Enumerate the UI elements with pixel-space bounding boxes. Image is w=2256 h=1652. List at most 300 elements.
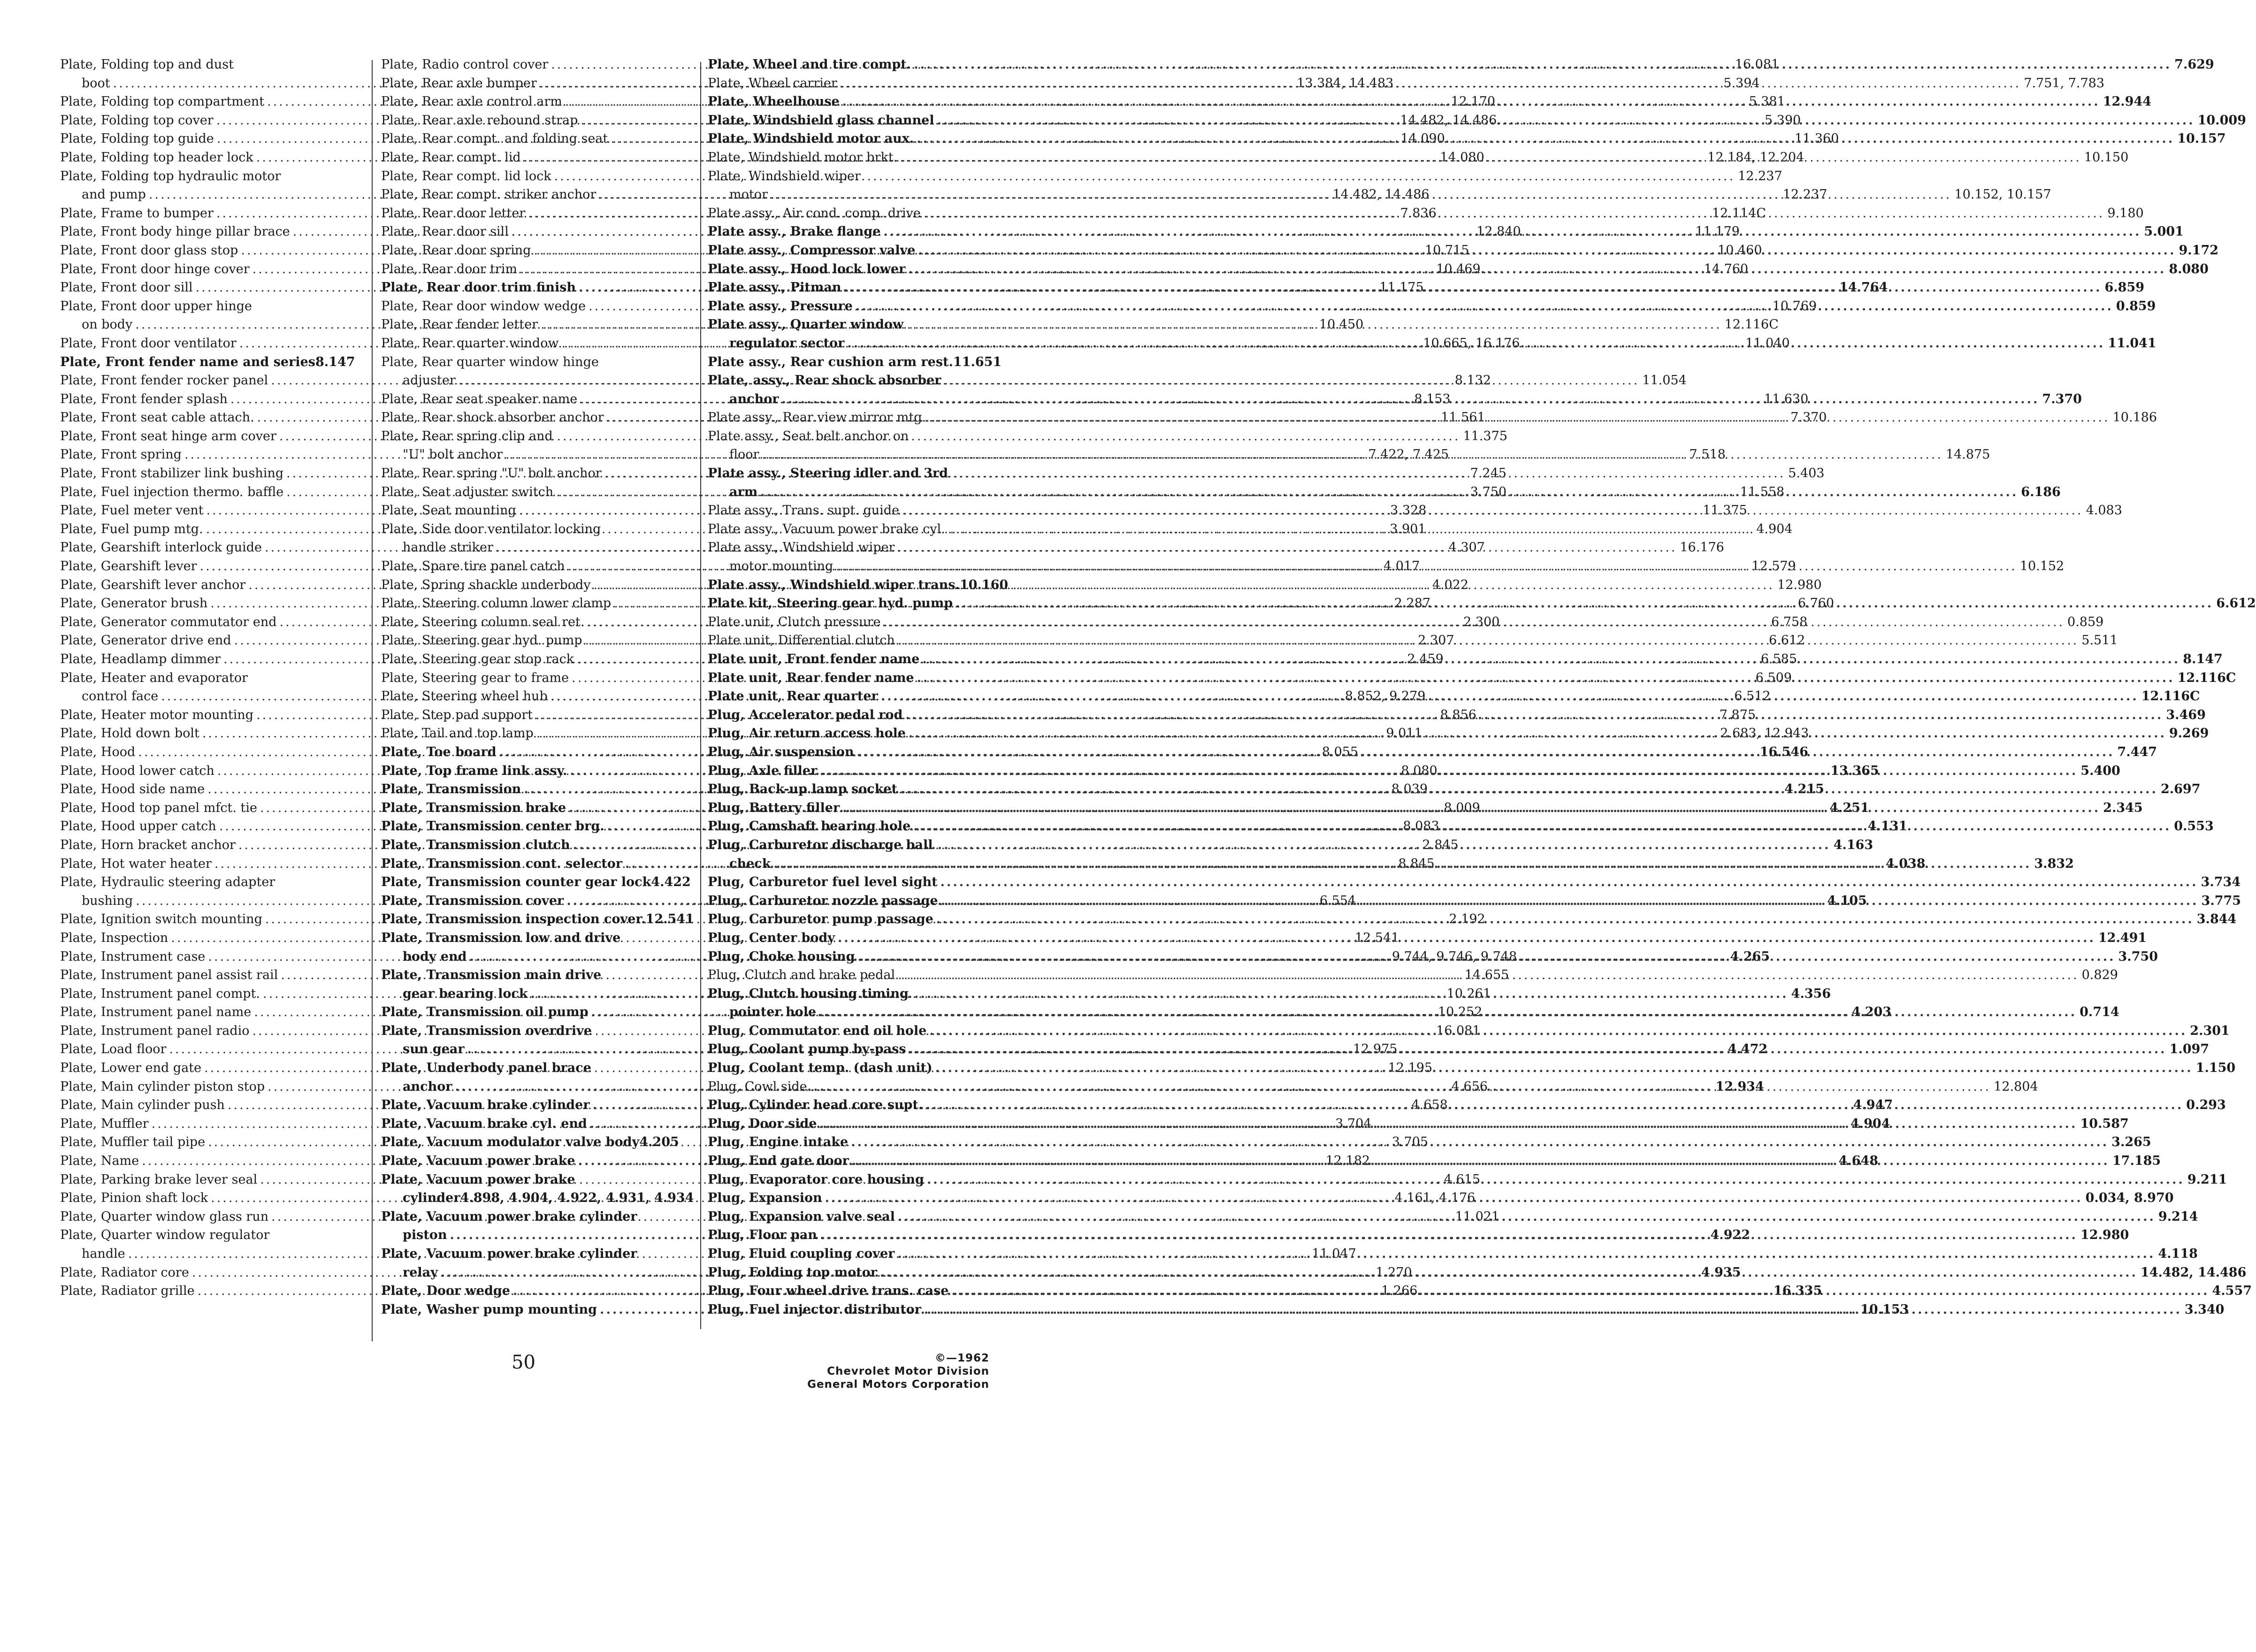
entry-text: relay: [403, 1265, 438, 1280]
index-entry: [708, 353, 1013, 372]
entry-text: Plate, Wheel and tire compt.: [708, 57, 911, 72]
dot-leader: [836, 557, 2017, 576]
index-entry: [708, 873, 2241, 892]
page-reference: 12.237: [1738, 168, 1782, 184]
dot-leader: [941, 873, 2198, 892]
page-reference: 2.301: [2190, 1023, 2230, 1038]
entry-text: Plug, Expansion: [708, 1191, 822, 1206]
dot-leader: [898, 966, 2079, 985]
entry-text: Plate, Wheelhouse: [708, 94, 840, 109]
entry-text: Plate unit, Rear fender name: [708, 670, 914, 685]
page-reference: 0.034, 8.970: [2085, 1191, 2174, 1206]
dot-leader: [819, 1115, 2077, 1133]
entry-text: Plate, Transmission center brg.: [381, 819, 604, 834]
page-reference: 8.080: [1401, 763, 1438, 778]
entry-text: Plate, Windshield wiper: [708, 168, 861, 184]
dot-leader: [847, 334, 2105, 353]
entry-text: Plate, Steering wheel hub: [381, 689, 548, 704]
page-reference: 5.394: [1723, 76, 1760, 91]
page-reference: 7.836: [1400, 206, 1437, 221]
entry-text: Plug, Coolant pump by-pass: [708, 1042, 906, 1057]
page-reference: 17.185: [2112, 1154, 2161, 1169]
index-entry: [381, 1170, 694, 1208]
entry-text: Plate, Vacuum power brake cylinder: [381, 1209, 637, 1224]
dot-leader: [908, 260, 2166, 279]
page-reference: 11.360: [1794, 131, 1839, 146]
entry-text: piston: [403, 1228, 447, 1243]
page-reference: 8.845: [1398, 856, 1435, 871]
dot-leader: [956, 594, 2213, 613]
entry-text: Plate, Rear fender letter: [381, 317, 538, 332]
page-reference: 12.934: [1715, 1079, 1764, 1094]
entry-text: Plate, Folding top compartment: [60, 94, 265, 109]
entry-text: Plate assy., Vacuum power brake cyl.: [708, 521, 945, 536]
page-reference: 16.176: [1680, 540, 1724, 555]
dot-leader: [884, 613, 2065, 632]
page-reference: 10.152: [2019, 559, 2065, 574]
entry-text: Plate, Transmission main drive: [381, 968, 602, 983]
page-reference: 4.898, 4.904, 4.922, 4.931, 4.934: [460, 1191, 694, 1206]
entry-text: Plate, Hold down bolt: [60, 726, 199, 741]
entry-text: Plate, Transmission overdrive: [381, 1023, 592, 1038]
page-reference: 4.904: [1756, 521, 1793, 536]
entry-text: Plate, Rear door trim finish: [381, 280, 576, 295]
page-reference: 14.080: [1440, 150, 1484, 165]
page-reference: 9.011: [1386, 726, 1422, 741]
page-reference: 4.922: [1710, 1228, 1750, 1243]
page-reference: 1.097: [2169, 1042, 2210, 1057]
page-reference: 10.153: [1860, 1302, 1909, 1317]
page-reference: 2.192: [1449, 912, 1485, 927]
entry-text: Plate, Tail and top lamp: [381, 726, 534, 741]
entry-text: Plate, Heater and evaporator: [60, 670, 248, 685]
entry-text: Plug, Evaporator core housing: [708, 1172, 924, 1187]
entry-text: Plate, Front fender splash: [60, 391, 228, 406]
entry-text: Plate kit, Steering gear hyd. pump: [708, 596, 953, 611]
entry-text: Plate, Underbody panel brace: [381, 1061, 591, 1076]
dot-leader: [858, 948, 2116, 966]
entry-text: pointer hole: [729, 1005, 817, 1020]
page-reference: 3.844: [2196, 912, 2237, 927]
page-reference: 9.214: [2158, 1209, 2198, 1224]
entry-text: Plug, Accelerator pedal rod: [708, 707, 903, 722]
entry-text: Plate, Gearshift lever anchor: [60, 577, 246, 592]
dot-leader: [844, 278, 2102, 297]
page-reference: 12.804: [1994, 1079, 2038, 1094]
entry-text: Plate assy., Quarter window: [708, 317, 904, 332]
entry-text: Plate, Rear quarter window: [381, 336, 559, 351]
page-reference: 4.656: [1451, 1079, 1488, 1094]
page-reference: 4.215: [1784, 782, 1824, 797]
dot-leader: [838, 929, 2095, 948]
entry-text: handle: [82, 1247, 125, 1261]
page-reference: 4.131: [1867, 819, 1908, 834]
page-reference: 3.704: [1335, 1116, 1372, 1131]
page-reference: 2.300: [1463, 614, 1500, 629]
page-reference: 6.612: [2216, 596, 2256, 611]
dot-leader: [852, 1152, 2110, 1170]
entry-text: Plate, Instrument panel assist rail: [60, 968, 278, 983]
page-reference: 12.541: [645, 912, 694, 927]
page-reference: 4.615: [1444, 1172, 1481, 1187]
entry-text: Plate assy., Pitman: [708, 280, 841, 295]
page-reference: 12.579: [1751, 559, 1796, 574]
entry-text: Plate assy., Rear view mirror mtg.: [708, 410, 926, 425]
entry-text: bushing: [82, 893, 133, 908]
page-reference: 6.186: [2021, 484, 2061, 499]
index-entry: [381, 1133, 686, 1152]
page-reference: 4.251: [1829, 800, 1869, 815]
page-reference: 5.001: [2144, 224, 2184, 239]
page-reference: 14.760: [1704, 261, 1749, 276]
page-reference: 4.203: [1851, 1005, 1892, 1020]
entry-text: Plate, Transmission oil pump: [381, 1005, 589, 1020]
page-reference: 1.270: [1376, 1265, 1412, 1280]
page-reference: 12.184, 12.204: [1707, 150, 1805, 165]
page-reference: 8.055: [1322, 744, 1359, 759]
entry-text: Plug, Camshaft bearing hole: [708, 819, 911, 834]
page-reference: 3.328: [1390, 503, 1427, 518]
dot-leader: [924, 1300, 2182, 1319]
page-reference: 0.714: [2080, 1005, 2119, 1020]
page-reference: 2.345: [2103, 800, 2143, 815]
entry-text: Plate, Vacuum modulator valve body: [381, 1135, 640, 1150]
entry-text: on body: [82, 317, 133, 332]
dot-leader: [842, 799, 2100, 818]
page-reference: 4.022: [1432, 577, 1469, 592]
entry-text: Plate assy., Brake flange: [708, 224, 881, 239]
page-reference: 6.512: [1734, 689, 1771, 704]
entry-text: Plug, Fuel injector distributor: [708, 1302, 921, 1317]
entry-text: Plate, Generator commutator end: [60, 614, 277, 629]
entry-text: sun gear: [403, 1042, 465, 1057]
page-reference: 3.734: [2201, 875, 2241, 890]
entry-text: Plate assy., Hood lock lower: [708, 261, 906, 276]
dot-leader: [820, 762, 2078, 780]
entry-text: Plate, Instrument panel name: [60, 1005, 252, 1020]
entry-text: Plug, Cowl side: [708, 1079, 807, 1094]
entry-text: Plate, Steering gear stop rack: [381, 652, 574, 666]
entry-text: Plate assy., Rear cushion arm rest.: [708, 354, 953, 369]
entry-text: Plate, Pinion shaft lock: [60, 1191, 208, 1206]
entry-text: Plug, Clutch and brake pedal: [708, 968, 895, 983]
entry-text: Plate, Steering column lower clamp: [381, 596, 612, 611]
entry-text: Plate, Rear axle rebound strap: [381, 113, 578, 128]
entry-text: Plate, Horn bracket anchor: [60, 837, 236, 852]
page-reference: 3.469: [2166, 707, 2206, 722]
entry-text: Plate, Hood: [60, 744, 136, 759]
page-reference: 14.875: [1945, 447, 1990, 462]
page-reference: 4.105: [1827, 893, 1867, 908]
entry-text: Plate, Transmission counter gear lock: [381, 875, 651, 890]
entry-text: Plate, Step pad support: [381, 707, 533, 722]
dot-leader: [840, 74, 2021, 93]
page-reference: 5.511: [2081, 633, 2118, 648]
entry-text: Plate, Radio control cover: [381, 57, 549, 72]
entry-text: Plate, Wheel carrier: [708, 76, 837, 91]
entry-text: Plate, Muffler tail pipe: [60, 1135, 206, 1150]
entry-text: Plate, Rear door window wedge: [381, 298, 586, 314]
page-reference: 14.482, 14.486: [2140, 1265, 2247, 1280]
entry-text: Plate, assy., Rear shock absorber: [708, 373, 941, 388]
page-reference: 8.080: [2169, 261, 2209, 276]
page-number: 50: [512, 1352, 535, 1373]
entry-text: regulator sector: [729, 336, 845, 351]
entry-text: Plug, Axle filler: [708, 763, 818, 778]
page-reference: 14.482, 14.486: [1400, 113, 1497, 128]
entry-text: Plate, Folding top cover: [60, 113, 214, 128]
dot-leader: [935, 1059, 2193, 1078]
dot-leader: [917, 669, 2175, 688]
page-reference: 2.845: [1422, 837, 1459, 852]
page-reference: 2.307: [1418, 633, 1454, 648]
page-reference: 3.265: [2111, 1135, 2151, 1150]
page-reference: 12.116C: [2177, 670, 2236, 685]
entry-text: Plate, Fuel pump mtg.: [60, 521, 203, 536]
dot-leader: [909, 724, 2166, 743]
page-reference: 16.081: [1436, 1023, 1481, 1038]
entry-text: motor mounting: [729, 559, 834, 574]
page-reference: 13.384, 14.483: [1297, 76, 1394, 91]
page-reference: 9.172: [2179, 243, 2219, 258]
dot-leader: [781, 390, 2039, 409]
entry-text: Plate, Instrument panel radio: [60, 1023, 250, 1038]
entry-text: Plug, Cylinder head core supt.: [708, 1098, 923, 1113]
entry-text: Plate, Fuel injection thermo. baffle: [60, 484, 284, 499]
page-reference: 0.829: [2081, 968, 2118, 983]
entry-text: Plate assy., Trans. supt. guide: [708, 503, 900, 518]
page-reference: 1.150: [2195, 1061, 2236, 1076]
page-reference: 2.459: [1407, 652, 1444, 666]
page-reference: 8.132: [1454, 373, 1491, 388]
dot-leader: [881, 687, 2139, 706]
entry-text: Plug, Center body: [708, 930, 835, 945]
dot-leader: [948, 520, 1754, 539]
page-reference: 12.980: [2080, 1228, 2129, 1243]
page-reference: 5.381: [1749, 94, 1785, 109]
entry-text: Plate, Folding top guide: [60, 131, 214, 146]
entry-text: Plate, Rear door letter: [381, 206, 526, 221]
entry-text: Plate, Generator drive end: [60, 633, 231, 648]
page-reference: 10.715: [1424, 243, 1469, 258]
entry-text: Plug, Carburetor pump passage: [708, 912, 933, 927]
entry-text: Plate, Rear spring "U" bolt anchor: [381, 466, 602, 481]
dot-leader: [918, 241, 2176, 260]
page-reference: 4.205: [639, 1135, 679, 1150]
page-reference: 11.375: [1463, 428, 1507, 444]
entry-text: Plate, Hood side name: [60, 782, 205, 797]
page-reference: 4.658: [1411, 1098, 1448, 1113]
page-reference: 11.375: [1703, 503, 1747, 518]
page-reference: 8.153: [1414, 391, 1451, 406]
page-reference: 8.852, 9.279: [1345, 689, 1426, 704]
page-reference: 4.422: [651, 875, 691, 890]
page-reference: 8.039: [1391, 782, 1428, 797]
publisher-footer: [807, 1352, 989, 1391]
entry-text: Plate, Fuel meter vent: [60, 503, 204, 518]
entry-text: control face: [82, 689, 159, 704]
page-reference: 12.114C: [1712, 206, 1766, 221]
entry-text: Plug, Carburetor fuel level sight: [708, 875, 938, 890]
dot-leader: [842, 92, 2100, 111]
page-reference: 4.307: [1448, 540, 1485, 555]
page-reference: 8.147: [315, 354, 355, 369]
page-reference: 2.287: [1394, 596, 1431, 611]
dot-leader: [925, 1096, 2183, 1115]
entry-text: Plate, Folding top and dust: [60, 57, 234, 72]
entry-text: Plate unit, Front fender name: [708, 652, 920, 666]
copyright-notice: ©—1962: [934, 1352, 989, 1364]
page-reference: 10.152, 10.157: [1954, 187, 2051, 202]
entry-text: Plate, Frame to bumper: [60, 206, 214, 221]
entry-text: Plate, Transmission cont. selector: [381, 856, 623, 871]
entry-text: Plate, Headlamp dimmer: [60, 652, 221, 666]
division-name: Chevrolet Motor Division: [827, 1365, 989, 1377]
entry-text: boot: [82, 76, 110, 91]
page-reference: 8.009: [1444, 800, 1480, 815]
page-reference: 0.859: [2116, 298, 2156, 314]
page-reference: 11.040: [1745, 336, 1790, 351]
entry-text: Plate, Ignition switch mounting: [60, 912, 262, 927]
entry-text: Plate, Inspection: [60, 930, 168, 945]
entry-text: Plate, Main cylinder piston stop: [60, 1079, 265, 1094]
dot-leader: [820, 1226, 2078, 1245]
entry-text: Plate unit, Clutch pressure: [708, 614, 881, 629]
page-reference: 11.651: [953, 354, 1002, 369]
entry-text: Plug, Back-up lamp socket: [708, 782, 897, 797]
entry-text: Plug, Clutch housing timing: [708, 986, 909, 1001]
dot-leader: [819, 1003, 2077, 1022]
entry-text: Plug, Fluid coupling cover: [708, 1247, 895, 1261]
page-reference: 3.775: [2201, 893, 2241, 908]
dot-leader: [825, 1189, 2083, 1208]
entry-text: Plug, Four wheel drive trans. case: [708, 1284, 949, 1299]
entry-text: Plate, Name: [60, 1154, 139, 1169]
entry-text: Plug, Air suspension: [708, 744, 854, 759]
page-reference: 4.472: [1728, 1042, 1768, 1057]
page-reference: 6.509: [1755, 670, 1792, 685]
page-reference: 2.683, 12.943: [1720, 726, 1809, 741]
dot-leader: [880, 1263, 2138, 1282]
dot-leader: [927, 1170, 2185, 1189]
page-reference: 10.160: [959, 577, 1009, 592]
corporation-name: General Motors Corporation: [807, 1378, 989, 1391]
dot-leader: [898, 631, 2079, 650]
entry-text: Plate, Instrument case: [60, 949, 206, 964]
entry-text: Plate, Rear compt. lid lock: [381, 168, 551, 184]
entry-text: Plug, Folding top motor: [708, 1265, 877, 1280]
entry-text: floor: [729, 447, 759, 462]
page-reference: 14.482, 14.486: [1332, 187, 1430, 202]
page-reference: 10.587: [2080, 1116, 2129, 1131]
entry-text: Plate, Folding top hydraulic motor: [60, 168, 281, 184]
page-reference: 2.697: [2160, 782, 2201, 797]
entry-text: Plate, Parking brake lever seal: [60, 1172, 258, 1187]
entry-text: Plate, Washer pump mounting: [381, 1302, 597, 1317]
entry-text: Plate, Front door ventilator: [60, 336, 237, 351]
page-reference: 0.293: [2186, 1098, 2226, 1113]
dot-leader: [909, 1040, 2167, 1059]
page-reference: 12.116C: [1724, 317, 1779, 332]
entry-text: Plate, Transmission: [381, 782, 521, 797]
dot-leader: [900, 780, 2158, 799]
page-reference: 3.750: [2118, 949, 2158, 964]
page-reference: 4.265: [1730, 949, 1770, 964]
page-reference: 6.758: [1771, 614, 1808, 629]
entry-text: Plug, Carburetor discharge ball: [708, 837, 933, 852]
page-reference: 14.655: [1464, 968, 1509, 983]
page-reference: 4.118: [2158, 1247, 2198, 1261]
page-reference: 12.116C: [2141, 689, 2200, 704]
page-reference: 0.553: [2174, 819, 2214, 834]
page-reference: 12.541: [1354, 930, 1399, 945]
page-reference: 14.090: [1400, 131, 1445, 146]
page-reference: 9.269: [2169, 726, 2209, 741]
page-reference: 12.840: [1476, 224, 1521, 239]
entry-text: Plate, Hood upper catch: [60, 819, 216, 834]
dot-leader: [771, 185, 1952, 204]
entry-text: Plate, Front door hinge cover: [60, 261, 250, 276]
entry-text: Plate, Transmission brake: [381, 800, 566, 815]
page-reference: 1.266: [1381, 1284, 1418, 1299]
page-reference: 11.558: [1740, 484, 1785, 499]
entry-text: Plate, Rear compt. and folding seat: [381, 131, 608, 146]
page-reference: 4.083: [2086, 503, 2122, 518]
entry-text: Plate, Toe board: [381, 744, 497, 759]
entry-text: Plate, Front spring: [60, 447, 182, 462]
page-reference: 3.340: [2184, 1302, 2225, 1317]
entry-text: Plate, Rear compt. striker anchor: [381, 187, 597, 202]
dot-leader: [856, 297, 2113, 316]
entry-text: Plug, Engine intake: [708, 1135, 849, 1150]
entry-text: Plate assy., Air cond. comp. drive: [708, 206, 921, 221]
entry-text: Plate, Quarter window glass run: [60, 1209, 269, 1224]
page-reference: 7.370: [2042, 391, 2082, 406]
entry-text: body end: [403, 949, 467, 964]
page-reference: 4.163: [1833, 837, 1874, 852]
page-reference: 7.245: [1470, 466, 1507, 481]
page-reference: 8.147: [2183, 652, 2223, 666]
page-reference: 4.017: [1384, 559, 1420, 574]
entry-text: Plate, Steering gear hyd. pump: [381, 633, 582, 648]
entry-text: Plate, Muffler: [60, 1116, 149, 1131]
page-reference: 16.335: [1773, 1284, 1822, 1299]
entry-text: Plug, Carburetor nozzle passage: [708, 893, 938, 908]
entry-text: Plate, Front door sill: [60, 280, 193, 295]
entry-text: Plate, Rear door trim: [381, 261, 518, 276]
entry-text: Plate, Vacuum power brake: [381, 1154, 575, 1169]
entry-text: Plate, Rear shock absorber anchor: [381, 410, 604, 425]
page-reference: 4.557: [2212, 1284, 2252, 1299]
entry-text: Plate, Side door ventilator locking: [381, 521, 601, 536]
page-reference: 11.021: [1455, 1209, 1500, 1224]
dot-leader: [941, 892, 2199, 910]
page-reference: 4.904: [1850, 1116, 1890, 1131]
page-reference: 6.859: [2104, 280, 2145, 295]
dot-leader: [459, 371, 1640, 390]
entry-text: Plate, Vacuum power brake: [381, 1172, 575, 1187]
entry-text: check: [729, 856, 771, 871]
page-reference: 11.175: [1379, 280, 1424, 295]
page-reference: 3.705: [1392, 1135, 1429, 1150]
entry-text: Plate, Vacuum brake cylinder: [381, 1098, 590, 1113]
page-reference: 6.585: [1760, 652, 1797, 666]
entry-text: Plate, Main cylinder push: [60, 1098, 225, 1113]
entry-text: Plate, Radiator core: [60, 1265, 189, 1280]
entry-text: anchor: [729, 391, 779, 406]
entry-text: Plate, Rear door sill: [381, 224, 509, 239]
page-reference: 7.447: [2117, 744, 2157, 759]
